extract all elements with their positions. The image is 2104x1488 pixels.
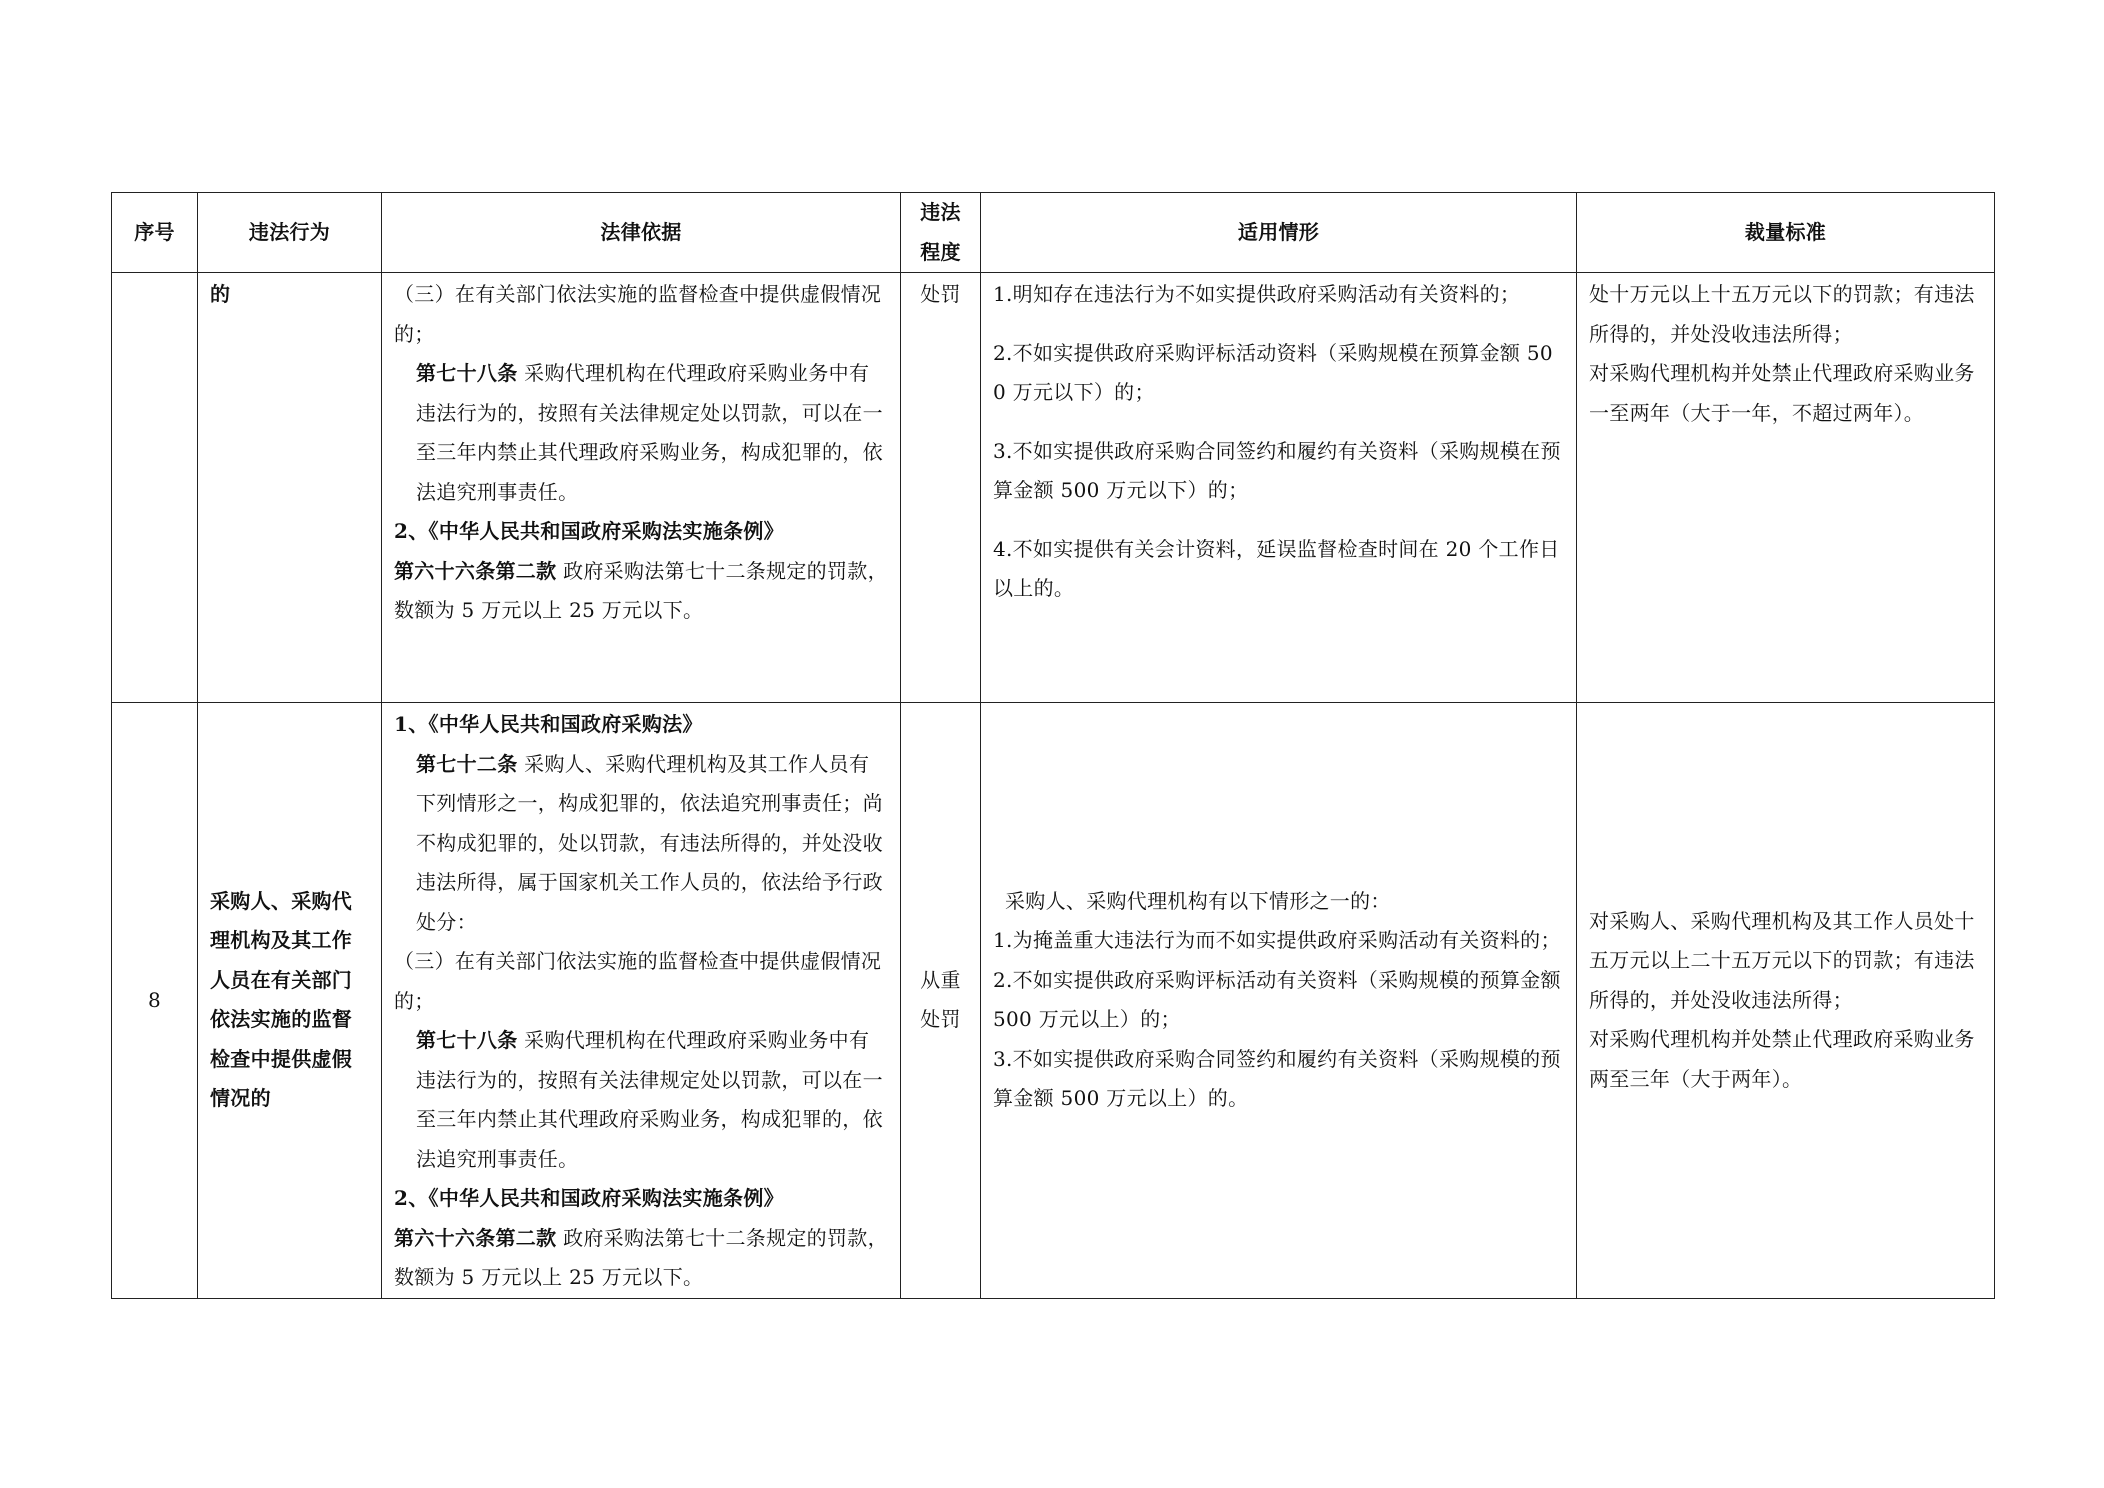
row2-standard: [1577, 703, 1995, 1299]
row2-degree: [901, 703, 981, 1299]
row2-basis-p1: [394, 745, 888, 943]
row1-seq: [112, 273, 198, 703]
header-circumstances: 适用情形: [981, 193, 1577, 273]
row2-basis-p3-text: 采购代理机构在代理政府采购业务中有违法行为的，按照有关法律规定处以罚款，可以在一至三年内禁止其代理政府采购业务，构成犯罪的，依法追究刑事责任。: [416, 1028, 883, 1171]
header-degree: [901, 193, 981, 273]
row2-basis-p4: 2、《中华人民共和国政府采购法实施条例》: [394, 1186, 784, 1210]
row1-legal-basis: [382, 273, 901, 703]
row2-basis-p0: 1、《中华人民共和国政府采购法》: [394, 712, 703, 736]
row2-degree-line1: 从重: [920, 967, 961, 992]
row2-basis-p5-article: 第六十六条第二款: [394, 1225, 557, 1250]
row1-basis-p3: 2、《中华人民共和国政府采购法实施条例》: [394, 519, 784, 543]
row2-circ-2: 2.不如实提供政府采购评标活动有关资料（采购规模的预算金额 500 万元以上）的；: [993, 967, 1561, 1032]
table-header-row: [112, 193, 1995, 273]
row2-basis-p2: （三）在有关部门依法实施的监督检查中提供虚假情况的；: [394, 949, 882, 1013]
row2-violation: 采购人、采购代理机构及其工作人员在有关部门依法实施的监督检查中提供虚假情况的: [198, 703, 382, 1299]
row1-basis-p4-article: 第六十六条第二款: [394, 558, 557, 583]
row1-basis-p1: （三）在有关部门依法实施的监督检查中提供虚假情况的；: [394, 282, 882, 346]
row2-basis-p3: [394, 1021, 888, 1179]
header-seq: 序号: [112, 193, 198, 273]
row1-std-2: 对采购代理机构并处禁止代理政府采购业务一至两年（大于一年，不超过两年）。: [1589, 361, 1975, 425]
header-standard: 裁量标准: [1577, 193, 1995, 273]
row1-standard: [1577, 273, 1995, 703]
row2-circ-intro: 采购人、采购代理机构有以下情形之一的：: [1005, 888, 1391, 913]
row1-violation: 的: [198, 273, 382, 703]
row1-circumstances: [981, 273, 1577, 703]
row1-basis-p4-text: 政府采购法第七十二条规定的罚款，数额为 5 万元以上 25 万元以下。: [394, 558, 888, 622]
table-row: [112, 703, 1995, 1299]
row1-circ-4: 4.不如实提供有关会计资料，延误监督检查时间在 20 个工作日以上的。: [993, 536, 1560, 600]
row1-basis-p4: [394, 552, 888, 631]
header-degree-line1: 违法: [920, 200, 961, 224]
row2-seq: 8: [112, 703, 198, 1299]
row1-basis-p2-text: 采购代理机构在代理政府采购业务中有违法行为的，按照有关法律规定处以罚款，可以在一至三年内禁止其代理政府采购业务，构成犯罪的，依法追究刑事责任。: [416, 361, 883, 504]
row2-legal-basis: [382, 703, 901, 1299]
row2-circ-3: 3.不如实提供政府采购合同签约和履约有关资料（采购规模的预算金额 500 万元以上）的。: [993, 1046, 1561, 1111]
row2-basis-p5: [394, 1219, 888, 1298]
row1-circ-1: 1.明知存在违法行为不如实提供政府采购活动有关资料的；: [993, 282, 1521, 306]
row1-circ-2: 2.不如实提供政府采购评标活动资料（采购规模在预算金额 500 万元以下）的；: [993, 340, 1553, 404]
row1-basis-p2: [394, 354, 888, 512]
row2-std-1: 对采购人、采购代理机构及其工作人员处十五万元以上二十五万元以下的罚款；有违法所得的，并处没收违法所得；: [1589, 908, 1975, 1012]
table-row: [112, 273, 1995, 703]
row2-degree-line2: 处罚: [920, 1007, 961, 1032]
row1-std-1: 处十万元以上十五万元以下的罚款；有违法所得的，并处没收违法所得；: [1589, 282, 1975, 346]
row2-circ-1: 1.为掩盖重大违法行为而不如实提供政府采购活动有关资料的；: [993, 928, 1561, 953]
row2-basis-p1-article: 第七十二条: [416, 751, 518, 776]
row1-circ-3: 3.不如实提供政府采购合同签约和履约有关资料（采购规模在预算金额 500 万元以下）的；: [993, 438, 1561, 502]
row2-std-2: 对采购代理机构并处禁止代理政府采购业务两至三年（大于两年）。: [1589, 1027, 1975, 1091]
header-legal-basis: 法律依据: [382, 193, 901, 273]
row2-basis-p1-text: 采购人、采购代理机构及其工作人员有下列情形之一，构成犯罪的，依法追究刑事责任；尚不构成犯罪的，处以罚款，有违法所得的，并处没收违法所得，属于国家机关工作人员的，依法给予行政处分：: [416, 751, 883, 934]
discretion-standard-table: [111, 192, 1995, 1299]
row2-basis-p5-text: 政府采购法第七十二条规定的罚款，数额为 5 万元以上 25 万元以下。: [394, 1225, 888, 1289]
row2-circumstances: [981, 703, 1577, 1299]
header-violation: 违法行为: [198, 193, 382, 273]
row2-basis-p3-article: 第七十八条: [416, 1028, 518, 1052]
header-degree-line2: 程度: [920, 239, 961, 264]
row1-degree: 处罚: [901, 273, 981, 703]
row1-basis-p2-article: 第七十八条: [416, 361, 518, 385]
